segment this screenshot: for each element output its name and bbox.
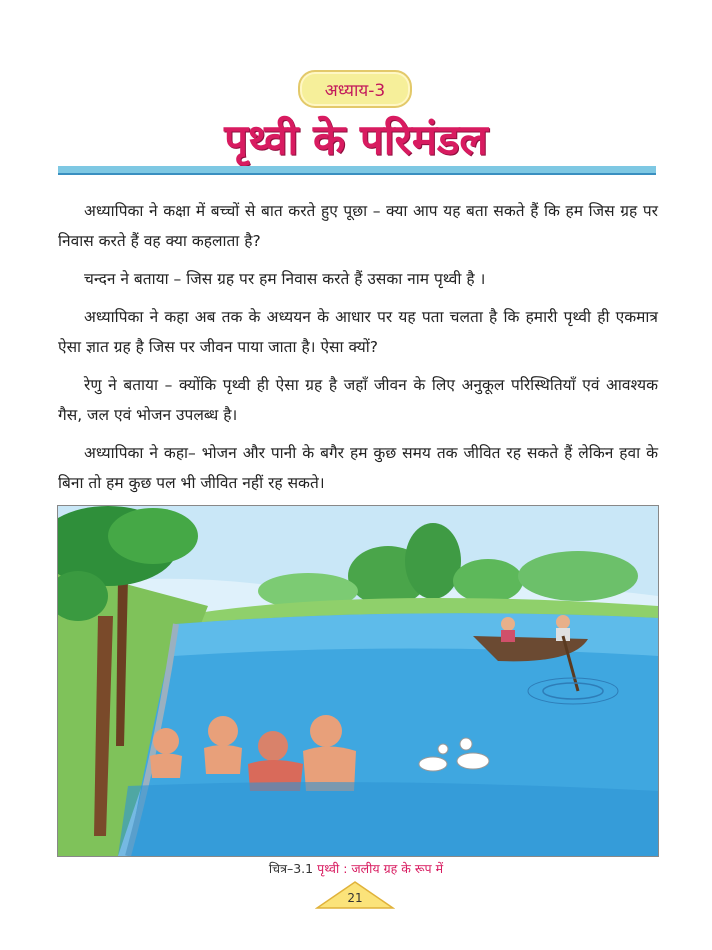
figure-caption-text: पृथ्वी : जलीय ग्रह के रूप में — [317, 861, 444, 876]
child-head — [258, 731, 288, 761]
boat-person-shirt — [501, 630, 515, 642]
child-head — [153, 728, 179, 754]
chapter-label: अध्याय-3 — [324, 80, 386, 101]
figure-caption — [0, 860, 712, 877]
page-number: 21 — [347, 891, 363, 905]
child-head — [310, 715, 342, 747]
chapter-badge — [298, 70, 412, 108]
figure-label: चित्र–3.1 — [268, 861, 314, 876]
page-title: पृथ्वी के परिमंडल — [224, 115, 488, 164]
paragraph-5: अध्यापिका ने कहा– भोजन और पानी के बगैर हम कुछ समय तक जीवित रह सकते हैं लेकिन हवा के बिना तो हम कुछ पल भी जीवित नहीं रह सकते। — [58, 444, 658, 492]
paragraph-3: अध्यापिका ने कहा अब तक के अध्ययन के आधार पर यह पता चलता है कि हमारी पृथ्वी ही एकमात्र ऐसा ज्ञात ग्रह है जिस पर जीवन पाया जाता है। ऐसा क्यों? — [58, 308, 658, 356]
boat-person — [501, 617, 515, 631]
lake-illustration — [57, 505, 659, 857]
duck — [419, 757, 447, 771]
duck-head — [460, 738, 472, 750]
distant-tree — [453, 559, 523, 603]
duck-head — [438, 744, 448, 754]
child-body — [204, 745, 242, 774]
lake-scene-image — [58, 506, 658, 856]
paragraph-4: रेणु ने बताया – क्योंकि पृथ्वी ही ऐसा ग्रह है जहाँ जीवन के लिए अनुकूल परिस्थितियाँ एवं आवश्यक गैस, जल एवं भोजन उपलब्ध है। — [58, 376, 658, 424]
page-number-badge — [315, 880, 395, 910]
child-body — [150, 754, 182, 779]
paragraph-2: चन्दन ने बताया – जिस ग्रह पर हम निवास करते हैं उसका नाम पृथ्वी है । — [84, 270, 486, 288]
lake-foreground — [118, 782, 658, 856]
boat-person — [556, 615, 570, 629]
body-text — [58, 196, 658, 506]
tree-canopy — [108, 508, 198, 564]
duck — [457, 753, 489, 769]
paragraph-1: अध्यापिका ने कक्षा में बच्चों से बात करते हुए पूछा – क्या आप यह बता सकते हैं कि हम जिस ग्रह पर निवास करते हैं वह क्या कहलाता है? — [58, 202, 658, 250]
child-head — [208, 716, 238, 746]
title-divider — [58, 166, 656, 175]
distant-tree — [405, 523, 461, 599]
distant-tree — [518, 551, 638, 601]
